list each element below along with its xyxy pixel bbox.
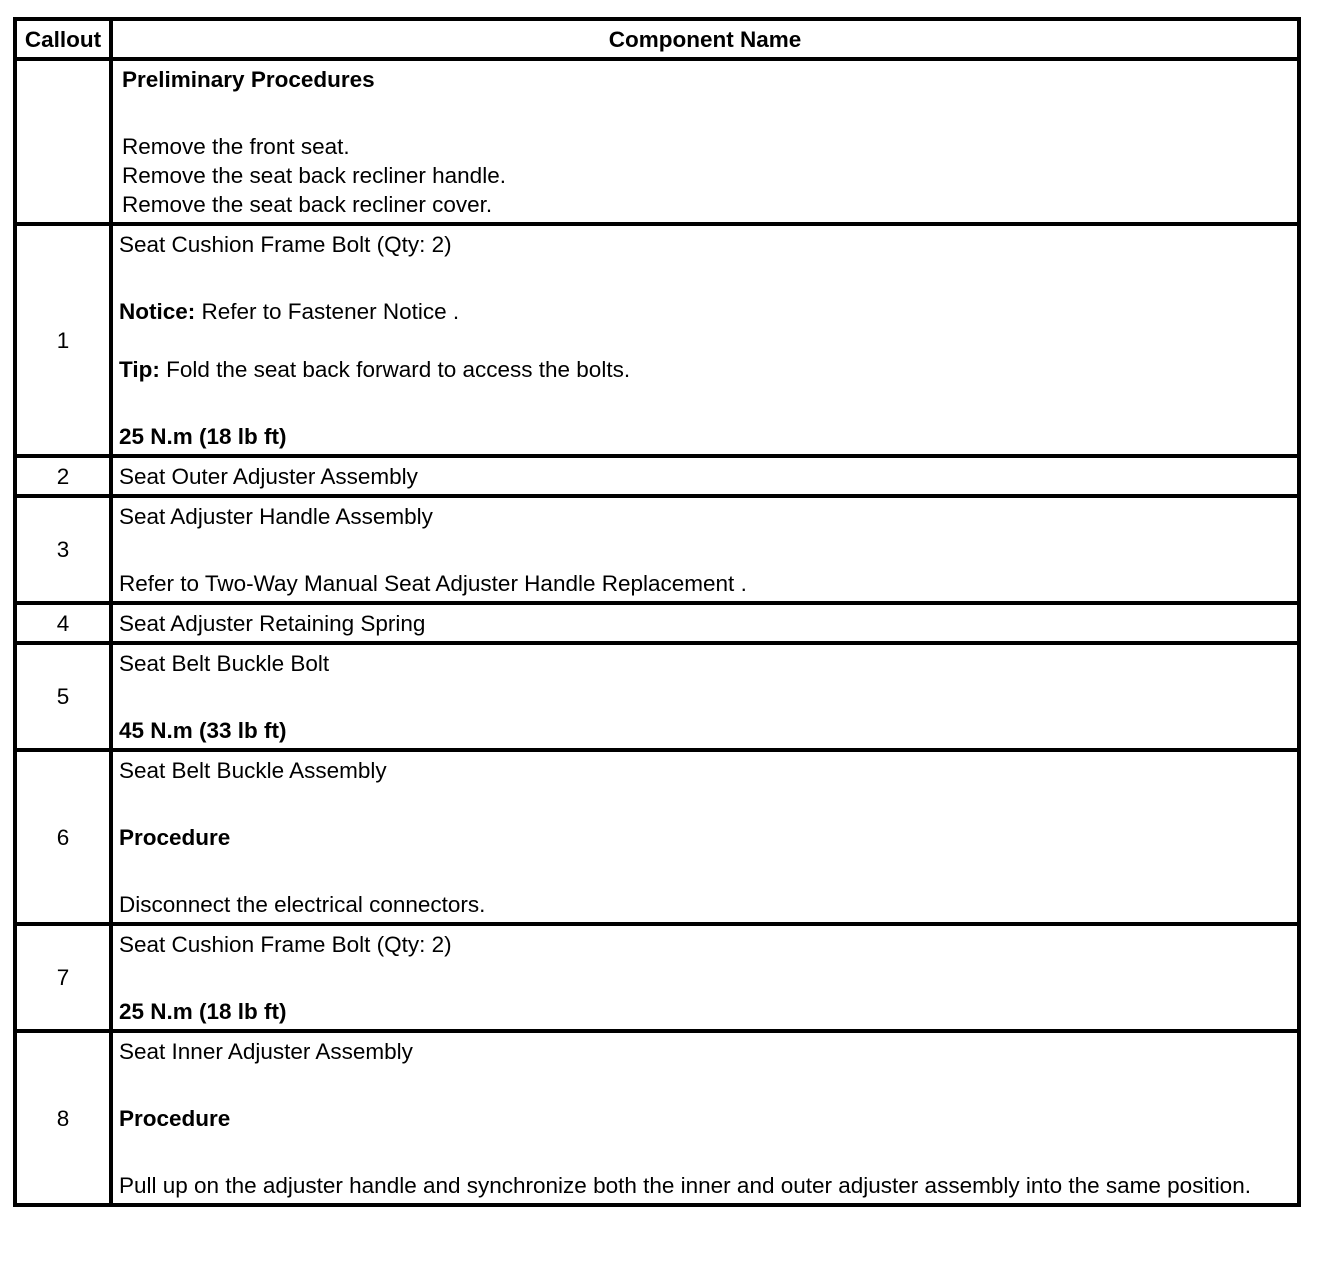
component-cell xyxy=(111,456,1299,496)
callout-number: 4 xyxy=(15,603,111,643)
component-cell xyxy=(111,603,1299,643)
component-name: Seat Adjuster Handle Assembly xyxy=(119,504,433,529)
callout-number: 6 xyxy=(15,750,111,924)
callout-number: 1 xyxy=(15,224,111,456)
component-cell xyxy=(111,1031,1299,1205)
torque-spec: 25 N.m (18 lb ft) xyxy=(119,999,287,1024)
component-name: Seat Outer Adjuster Assembly xyxy=(119,464,418,489)
component-name: Seat Belt Buckle Bolt xyxy=(119,651,330,676)
procedure-text: Pull up on the adjuster handle and synchronize both the inner and outer adjuster assembly into the same position. xyxy=(119,1173,1251,1198)
callout-number: 2 xyxy=(15,456,111,496)
component-name: Seat Belt Buckle Assembly xyxy=(119,758,387,783)
table-row xyxy=(15,456,1299,496)
component-name: Seat Cushion Frame Bolt (Qty: 2) xyxy=(119,932,452,957)
callout-number: 3 xyxy=(15,496,111,603)
preliminary-step: Remove the seat back recliner cover. xyxy=(122,192,493,217)
table-row xyxy=(15,1031,1299,1205)
table-row xyxy=(15,603,1299,643)
component-cell xyxy=(111,924,1299,1031)
preliminary-title: Preliminary Procedures xyxy=(122,67,375,92)
component-name: Seat Adjuster Retaining Spring xyxy=(119,611,426,636)
notice-text: Refer to Fastener Notice . xyxy=(195,299,460,324)
callout-number: 7 xyxy=(15,924,111,1031)
component-name: Seat Inner Adjuster Assembly xyxy=(119,1039,413,1064)
preliminary-cell xyxy=(111,59,1299,224)
header-row xyxy=(15,19,1299,59)
torque-spec: 45 N.m (33 lb ft) xyxy=(119,718,287,743)
procedure-text: Disconnect the electrical connectors. xyxy=(119,892,486,917)
preliminary-step: Remove the front seat. xyxy=(122,134,350,159)
header-component-name: Component Name xyxy=(111,19,1299,59)
callout-cell-empty xyxy=(15,59,111,224)
component-cell xyxy=(111,224,1299,456)
tip-line xyxy=(119,355,1289,384)
header-callout: Callout xyxy=(15,19,111,59)
tip-text: Fold the seat back forward to access the bolts. xyxy=(159,357,631,382)
notice-line xyxy=(119,297,1289,326)
component-name: Seat Cushion Frame Bolt (Qty: 2) xyxy=(119,232,452,257)
procedure-label: Procedure xyxy=(119,1106,231,1131)
notice-label: Notice: xyxy=(119,299,196,324)
table-row xyxy=(15,224,1299,456)
table-row xyxy=(15,750,1299,924)
tip-label: Tip: xyxy=(119,357,160,382)
component-cell xyxy=(111,496,1299,603)
procedure-label: Procedure xyxy=(119,825,231,850)
component-cell xyxy=(111,750,1299,924)
preliminary-step: Remove the seat back recliner handle. xyxy=(122,163,506,188)
table-row xyxy=(15,643,1299,750)
torque-spec: 25 N.m (18 lb ft) xyxy=(119,424,287,449)
callout-number: 5 xyxy=(15,643,111,750)
table-row-preliminary xyxy=(15,59,1299,224)
table-row xyxy=(15,924,1299,1031)
callout-number: 8 xyxy=(15,1031,111,1205)
callout-table xyxy=(13,17,1301,1207)
component-cell xyxy=(111,643,1299,750)
table-row xyxy=(15,496,1299,603)
reference-note: Refer to Two-Way Manual Seat Adjuster Handle Replacement . xyxy=(119,571,747,596)
